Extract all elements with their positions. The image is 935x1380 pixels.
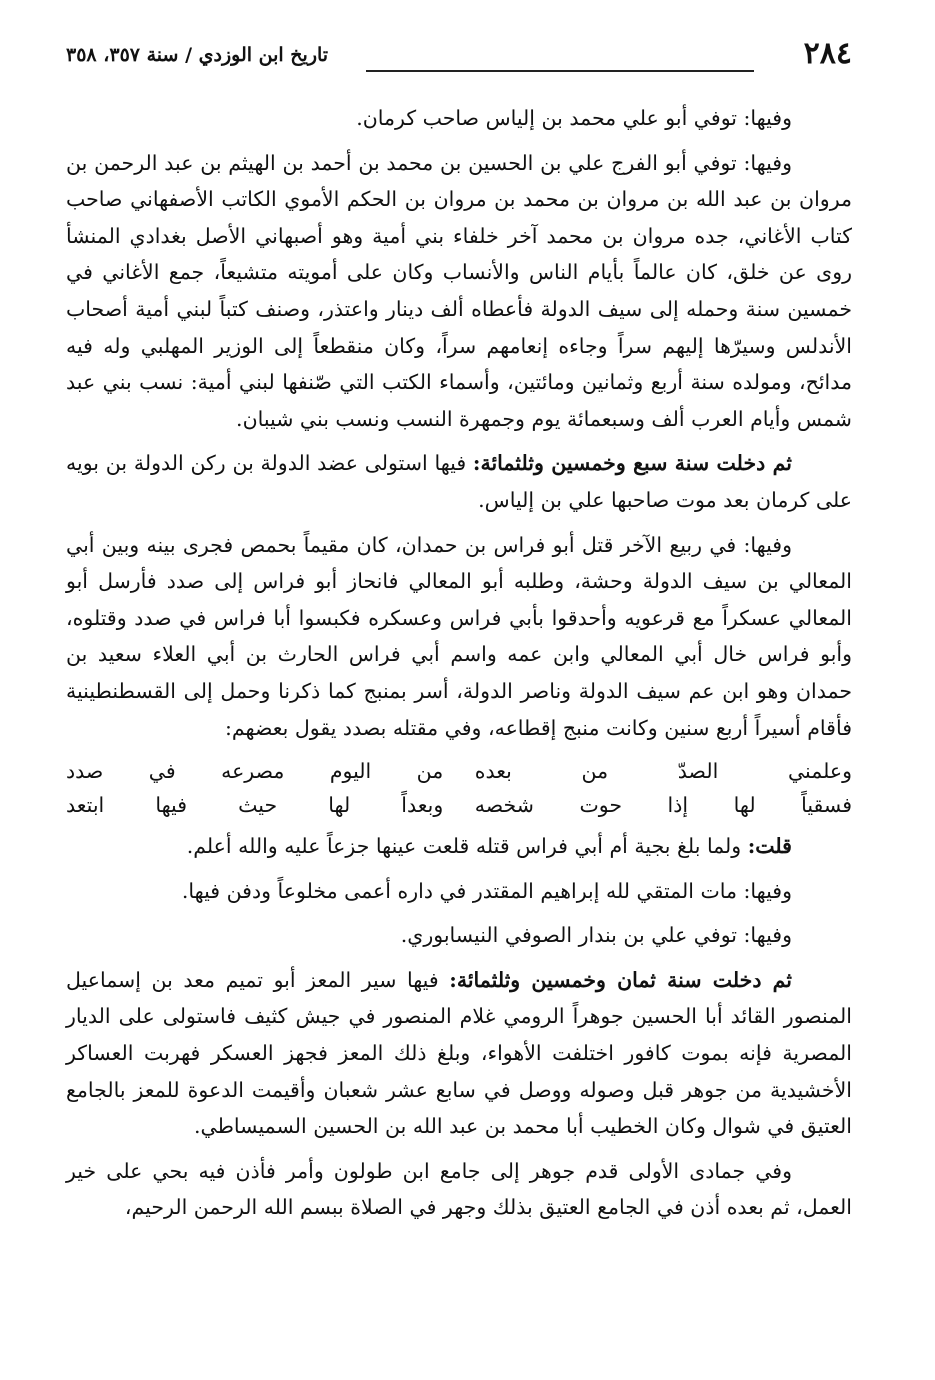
verse-hemistich: وعلمني الصدّ من بعده	[474, 759, 852, 784]
page-number: ٢٨٤	[803, 36, 852, 71]
paragraph-year-357	[66, 445, 852, 518]
poem-verse	[66, 788, 852, 822]
year-heading-358: ثم دخلت سنة ثمان وخمسين وثلثمائة:	[449, 967, 793, 992]
paragraph-death-ibn-ilyas: وفيها: توفي أبو علي محمد بن إلياس صاحب كرمان.	[356, 106, 792, 130]
paragraph-year-358	[66, 962, 852, 1145]
year-357-text: فيها استولى عضد الدولة بن ركن الدولة بن بويه على كرمان بعد موت صاحبها علي بن إلياس.	[66, 451, 852, 512]
page-body	[66, 100, 852, 1234]
header-rule	[366, 70, 754, 72]
paragraph-ibn-bundar: وفيها: توفي علي بن بندار الصوفي النيسابوري.	[400, 923, 792, 948]
verse-hemistich: فسقياً لها إذا حوت شخصه	[474, 793, 852, 818]
poem-verse	[66, 754, 852, 788]
poem-block	[66, 754, 852, 822]
paragraph-abu-firas: وفيها: في ربيع الآخر قتل أبو فراس بن حمدان، كان مقيماً بحمص فجرى بينه وبين أبي المعالي بن سيف الدولة وحشة، وطلبه أبو المعالي فانحاز أبو فراس إلى صدد فأرسل أبو المعالي عسكراً مع قرعويه وأحدقوا بأبي فراس وعسكره فكبسوا أبا فراس في صدد وقتلوه، وأبو فراس خال أبي المعالي وابن عمه واسم أبي فراس الحارث بن أبي العلاء سعيد بن حمدان وهو ابن عم سيف الدولة وناصر الدولة، أسر بمنبج كما ذكرنا وحمل إلى القسطنطينية فأقام أسيراً أربع سنين وكانت منبج إقطاعه، وفي مقتله بصدد يقول بعضهم:	[66, 532, 852, 740]
year-heading-357: ثم دخلت سنة سبع وخمسين وثلثمائة:	[472, 451, 792, 476]
qultu-text: ولما بلغ بجية أم أبي فراس قتله قلعت عينها جزعاً عليه والله أعلم.	[186, 834, 748, 859]
paragraph-jawhar-mosque: وفي جمادى الأولى قدم جوهر إلى جامع ابن طولون وأمر فأذن فيه بحي على خير العمل، ثم بعده أذن في الجامع العتيق بذلك وجهر في الصلاة ببسم الله الرحمن الرحيم،	[66, 1158, 852, 1220]
qultu-label: قلت:	[747, 834, 792, 859]
year-358-text: فيها سير المعز أبو تميم معد بن إسماعيل المنصور القائد أبا الحسين جوهراً الرومي غلام المنصور في جيش كثيف فاستولى على الديار المصرية فإنه بموت كافور اختلفت الأهواء، وبلغ ذلك المعز فجهز العسكر فهربت العساكر الأخشيدية من جوهر قبل وصوله ووصل في سابع عشر شعبان وأقيمت الدعوة للمعز بالجامع العتيق في شوال وكان الخطيب أبا محمد بن عبد الله بن الحسين السميساطي.	[66, 967, 852, 1139]
paragraph-muttaqi: وفيها: مات المتقي لله إبراهيم المقتدر في داره أعمى مخلوعاً ودفن فيها.	[181, 878, 792, 903]
running-title: تاريخ ابن الوزدي / سنة ٣٥٧، ٣٥٨	[66, 44, 329, 66]
verse-hemistich: من اليوم مصرعه في صدد	[66, 759, 444, 784]
verse-hemistich: وبعداً لها حيث فيها ابتعد	[66, 793, 444, 818]
paragraph-abu-al-faraj: وفيها: توفي أبو الفرج علي بن الحسين بن محمد بن أحمد بن الهيثم بن عبد الرحمن بن مروان بن عبد الله بن مروان بن محمد بن مروان بن الحكم الأموي الكاتب الأصفهاني صاحب كتاب الأغاني، جده مروان بن محمد آخر خلفاء بني أمية وهو أصبهاني الأصل بغدادي المنشأ روى عن خلق، كان عالماً بأيام الناس والأنساب وكان على أمويته متشيعاً، جمع الأغاني في خمسين سنة وحمله إلى سيف الدولة فأعطاه ألف دينار واعتذر، وصنف كتباً لبني أمية أصحاب الأندلس وسيرّها إليهم سراً وجاءه إنعامهم سراً، وكان منقطعاً إلى الوزير المهلبي وله فيه مدائح، ومولده سنة أربع وثمانين ومائتين، وأسماء الكتب التي صّنفها لبني أمية: نسب بني عبد شمس وأيام العرب ألف وسبعمائة يوم وجمهرة النسب ونسب بني شيبان.	[66, 150, 852, 431]
paragraph-qultu	[66, 828, 852, 865]
page-header	[66, 36, 852, 80]
